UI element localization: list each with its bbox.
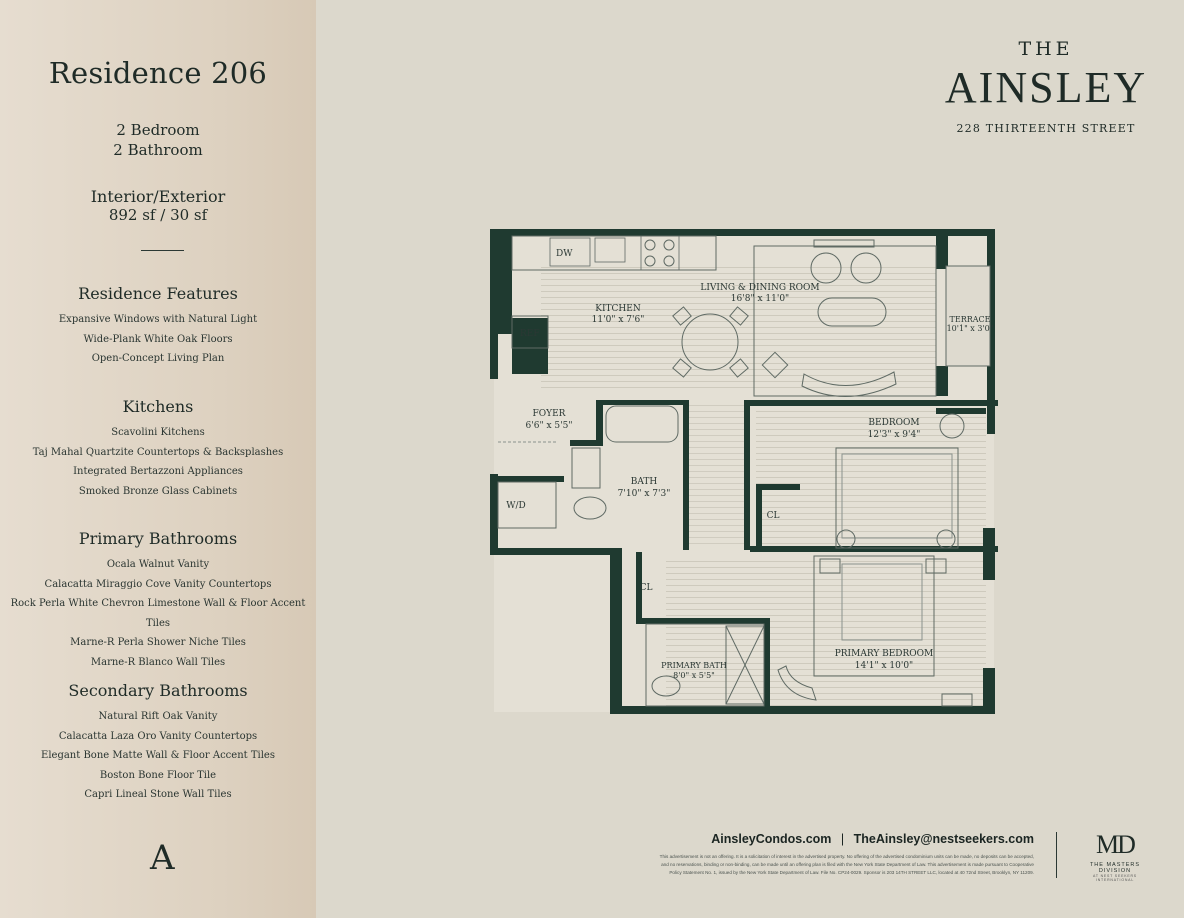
disclaimer-line: and no reservations, binding or non-binding, can be made until an offering plan is filed with the New York State Department of Law. This advertisement is made pursuant to Cooperative — [661, 862, 1034, 867]
website-link[interactable]: AinsleyCondos.com — [711, 832, 832, 846]
md-monogram: MD — [1096, 830, 1134, 859]
primary-bedroom-dim: 14'1" x 10'0" — [854, 661, 914, 671]
footer-contact — [620, 832, 1034, 846]
feature-item: Rock Perla White Chevron Limestone Wall & Floor Accent Tiles — [10, 598, 306, 629]
living-dim: 16'8" x 11'0" — [730, 294, 790, 304]
closet-label: CL — [766, 511, 780, 521]
closet-label: CL — [639, 583, 653, 593]
footer-divider — [1056, 832, 1057, 878]
feature-item: Integrated Bertazzoni Appliances — [73, 466, 243, 478]
features-sidebar — [0, 0, 316, 918]
primary-bath-label: PRIMARY BATH — [661, 661, 727, 670]
brand-name-logo: AINSLEY — [944, 63, 1148, 112]
area-value: 892 sf / 30 sf — [108, 206, 208, 224]
feature-item: Wide-Plank White Oak Floors — [83, 333, 233, 345]
primary-bedroom-label: PRIMARY BEDROOM — [834, 649, 934, 659]
feature-item: Scavolini Kitchens — [111, 427, 205, 438]
terrace-label: TERRACE — [949, 315, 991, 324]
bedroom-label: BEDROOM — [868, 418, 920, 428]
living-label: LIVING & DINING ROOM — [700, 283, 820, 293]
foyer-label: FOYER — [532, 409, 566, 419]
ainsley-monogram-logo: A — [150, 838, 175, 878]
feature-item: Boston Bone Floor Tile — [99, 769, 217, 781]
section-heading: Residence Features — [78, 284, 238, 303]
feature-item: Calacatta Miraggio Cove Vanity Countertops — [44, 578, 272, 590]
feature-item: Capri Lineal Stone Wall Tiles — [84, 789, 232, 801]
email-link[interactable]: TheAinsley@nestseekers.com — [853, 832, 1034, 846]
bedroom-count: 2 Bedroom — [116, 121, 200, 139]
brand-address: 228 THIRTEENTH STREET — [956, 122, 1136, 135]
disclaimer-line: This advertisement is not an offering. It is a solicitation of interest in the advertised property. No offering of the advertised condominium units can be made, no deposits can be accepted, — [659, 854, 1034, 859]
feature-item: Calacatta Laza Oro Vanity Countertops — [58, 730, 258, 742]
area-label: Interior/Exterior — [90, 187, 226, 206]
floor-plan — [486, 226, 998, 716]
md-subtitle: AT NEST SEEKERS INTERNATIONAL — [1093, 874, 1137, 882]
feature-item: Marne-R Blanco Wall Tiles — [90, 656, 226, 668]
section-secondary-bathrooms — [0, 681, 316, 805]
separator: | — [840, 832, 845, 846]
ref-label: REF — [520, 329, 540, 339]
section-kitchens — [0, 397, 316, 501]
feature-item: Elegant Bone Matte Wall & Floor Accent Tiles — [41, 750, 275, 762]
section-residence-features — [0, 284, 316, 369]
feature-item: Expansive Windows with Natural Light — [58, 314, 258, 325]
section-primary-bathrooms — [0, 529, 316, 673]
feature-item: Open-Concept Living Plan — [91, 353, 225, 365]
feature-item: Taj Mahal Quartzite Countertops & Backsplashes — [32, 446, 284, 458]
bathroom-count: 2 Bathroom — [113, 141, 203, 159]
section-heading: Primary Bathrooms — [78, 529, 238, 548]
bath-label: BATH — [630, 477, 658, 487]
feature-item: Ocala Walnut Vanity — [106, 559, 210, 570]
dw-label: DW — [556, 249, 573, 259]
section-heading: Secondary Bathrooms — [68, 681, 248, 700]
bedroom-dim: 12'3" x 9'4" — [867, 430, 921, 440]
kitchen-label: KITCHEN — [595, 304, 641, 314]
primary-bath-dim: 8'0" x 5'5" — [673, 671, 715, 680]
md-name: THE MASTERS DIVISION — [1089, 862, 1141, 874]
feature-item: Marne-R Perla Shower Niche Tiles — [70, 637, 246, 649]
kitchen-dim: 11'0" x 7'6" — [591, 315, 645, 325]
foyer-dim: 6'6" x 5'5" — [525, 421, 573, 431]
terrace-dim: 10'1" x 3'0" — [946, 324, 994, 333]
divider — [141, 250, 184, 251]
section-heading: Kitchens — [122, 397, 194, 416]
masters-division-logo — [1075, 830, 1155, 882]
disclaimer-line: Policy Statement No. 1, issued by the New York State Department of Law. File No. CP24-0029. Sponsor is 203 14TH STREET LLC, located at 40 72nd Street, Brooklyn, NY 11209. — [669, 870, 1034, 875]
feature-item: Smoked Bronze Glass Cabinets — [78, 485, 238, 497]
brand-the: THE — [1018, 38, 1074, 60]
legal-disclaimer — [618, 853, 1034, 877]
room-count — [0, 120, 316, 160]
bath-dim: 7'10" x 7'3" — [617, 489, 671, 499]
wd-label: W/D — [506, 501, 526, 511]
residence-title: Residence 206 — [48, 56, 268, 90]
feature-item: Natural Rift Oak Vanity — [98, 711, 218, 722]
